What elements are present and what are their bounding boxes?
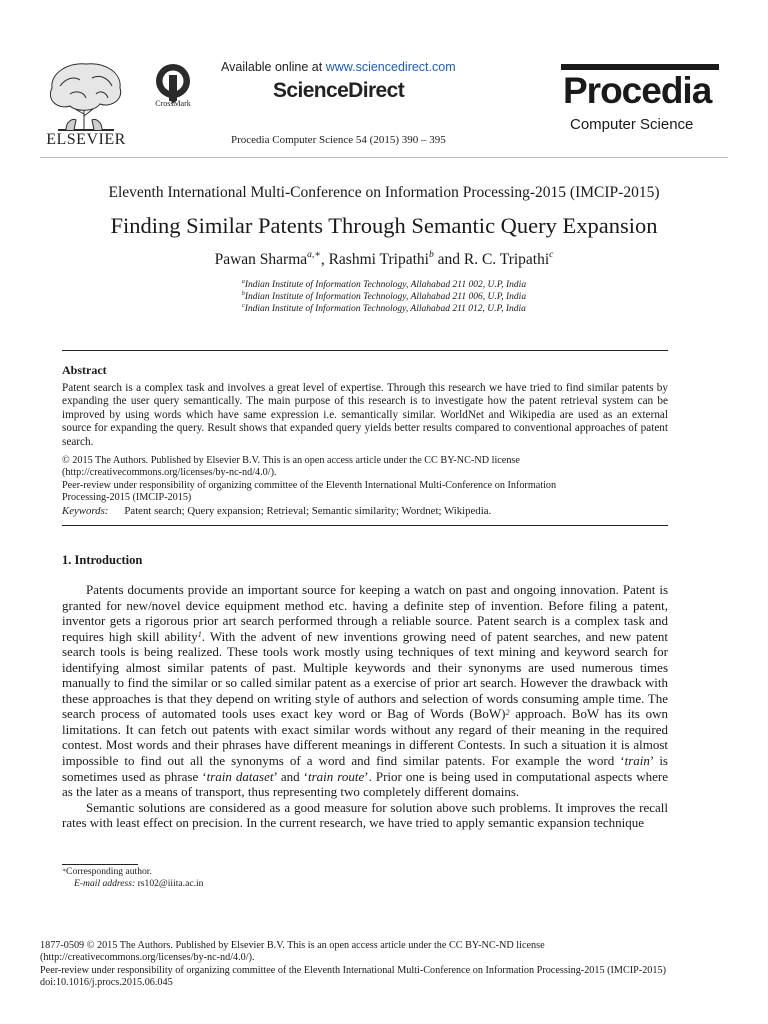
affiliation-b: [0, 292, 768, 302]
reference-mark[interactable]: 1: [197, 630, 202, 640]
procedia-subtitle: Computer Science: [570, 116, 694, 133]
footnote-rule: [62, 864, 138, 865]
keywords-label: Keywords:: [62, 505, 109, 517]
affiliation-a: [0, 280, 768, 290]
sciencedirect-logo: ScienceDirect: [273, 79, 405, 102]
footnote-mark: ∗: [62, 867, 67, 874]
abstract-text: Patent search is a complex task and involves a great level of expertise. Through this research we have tried to find similar patents by expanding the user query semantically. The main purpose of this research is to investigate how the patent retrieval system can be improved by using words which have same expression i.e. semantically similar. WorldNet and Wikipedia are used as an external source for expanding the query. Result shows that expanded query yields better results compared to conventional approaches of patent search.: [62, 382, 668, 448]
crossmark-label: CrossMark: [155, 99, 191, 108]
abstract-top-rule: [62, 350, 668, 351]
sciencedirect-link[interactable]: www.sciencedirect.com: [325, 60, 456, 74]
email-label: E-mail address:: [74, 878, 136, 890]
affiliation-mark: b: [241, 290, 245, 297]
paper-title: Finding Similar Patents Through Semantic Query Expansion: [110, 213, 658, 238]
email-address[interactable]: rs102@iiita.ac.in: [135, 878, 204, 890]
footnote: [62, 866, 203, 891]
reference-mark[interactable]: 2: [505, 707, 510, 717]
footnote-email: [62, 878, 203, 890]
license-link[interactable]: (http://creativecommons.org/licenses/by-nc-nd/4.0/).: [62, 467, 277, 479]
keywords-text: Patent search; Query expansion; Retrieval; Semantic similarity; Wordnet; Wikipedia.: [124, 505, 492, 517]
author-affiliation-mark: b: [428, 249, 434, 261]
author-name: Pawan Sharma: [214, 251, 308, 268]
journal-reference: Procedia Computer Science 54 (2015) 390 – 395: [231, 134, 446, 146]
keywords-line: [62, 505, 491, 517]
affiliation-text: Indian Institute of Information Technology, Allahabad 211 006, U.P, India: [244, 292, 527, 302]
availability-prefix: Available online at: [221, 60, 326, 74]
footer-license-link[interactable]: (http://creativecommons.org/licenses/by-nc-nd/4.0/).: [40, 952, 255, 964]
copyright-line: © 2015 The Authors. Published by Elsevier B.V. This is an open access article under the CC BY-NC-ND license: [62, 455, 520, 466]
emphasized-term: train route: [308, 768, 365, 784]
introduction-body: [62, 582, 668, 831]
abstract-bottom-rule: [62, 525, 668, 526]
emphasized-term: train: [624, 753, 650, 769]
footnote-corresponding: ∗Corresponding author.: [62, 866, 152, 877]
footer-copyright: 1877-0509 © 2015 The Authors. Published by Elsevier B.V. This is an open access article under the CC BY-NC-ND license: [40, 940, 545, 951]
footer-peer-review: Peer-review under responsibility of organizing committee of the Eleventh International Multi-Conference on Information Processing-2015 (IMCIP-2015): [40, 964, 666, 976]
peer-review-line: Peer-review under responsibility of organizing committee of the Eleventh International Multi-Conference on Information: [62, 479, 557, 491]
author-affiliation-mark: c: [549, 249, 554, 261]
author-name: Rashmi Tripathi: [328, 251, 429, 268]
availability-line: [221, 60, 456, 74]
affiliation-c: [0, 304, 768, 314]
section-heading: 1. Introduction: [62, 553, 143, 567]
author-list: Pawan Sharma$^{a,∗}$, Rashmi Tripathi$^b$ and R. C. Tripathi$^c$: [214, 249, 554, 268]
header-divider: [40, 157, 728, 158]
affiliation-text: Indian Institute of Information Technology, Allahabad 211 012, U.P, India: [244, 304, 526, 314]
abstract-notes: [62, 455, 668, 505]
affiliation-mark: a: [241, 278, 245, 285]
procedia-logo: Procedia: [563, 70, 712, 111]
author-name: R. C. Tripathi: [463, 251, 550, 268]
emphasized-term: train dataset: [206, 768, 274, 784]
peer-review-line: Processing-2015 (IMCIP-2015): [62, 492, 192, 504]
author-affiliation-mark: a,∗: [307, 249, 321, 261]
footer-doi[interactable]: doi:10.1016/j.procs.2015.06.045: [40, 977, 173, 989]
elsevier-wordmark: ELSEVIER: [46, 131, 126, 148]
conference-name: Eleventh International Multi-Conference on Information Processing-2015 (IMCIP-2015): [108, 184, 660, 201]
abstract-heading: Abstract: [62, 363, 107, 377]
affiliation-mark: c: [242, 302, 245, 309]
page-footer: [40, 940, 740, 990]
paragraph: Semantic solutions are considered as a good measure for solution above such problems. It improves the recall rates with least effect on precision. In the current research, we have tried to apply semantic expansion technique: [62, 799, 668, 831]
affiliation-text: Indian Institute of Information Technology, Allahabad 211 002, U.P, India: [244, 280, 527, 290]
paragraph: Patents documents provide an important source for keeping a watch on past and ongoing innovation. Patent is granted for new/novel device equipment method etc. having a definite step of invention. Before filing a patent, inventor gets a rigorous prior art search performed through a reliable source. Patent search is a complex task and requires high skill ability$^1$. With the advent of new inventions growing need of patent searches, and new patent search tools is being realized. These tools work mostly using techniques of text mining and keyword search for identifying almost similar patents of past. Multiple keywords and their synonyms are used numerous times manually to find the similar or so called similar patent as a exercise of prior art search. However the drawback with these approaches is that they depend on writing style of authors and selection of words consuming ample time. The search process of automated tools uses exact key word or Bag of Words (BoW)$^2$ approach. BoW has its own limitations. It can fetch out patents with exact similar words without any regard of their meaning in the required contest. Most words and their phrases have different meanings in different Contests. In such a situation it is almost impossible to find out all the synonyms of a word and find similar patents. For example the word ‘train’ is sometimes used as phrase ‘train dataset’ and ‘train route’. Prior one is being used in computational aspects where as the later as a means of transport, thus representing two completely different domains.: [62, 582, 669, 800]
